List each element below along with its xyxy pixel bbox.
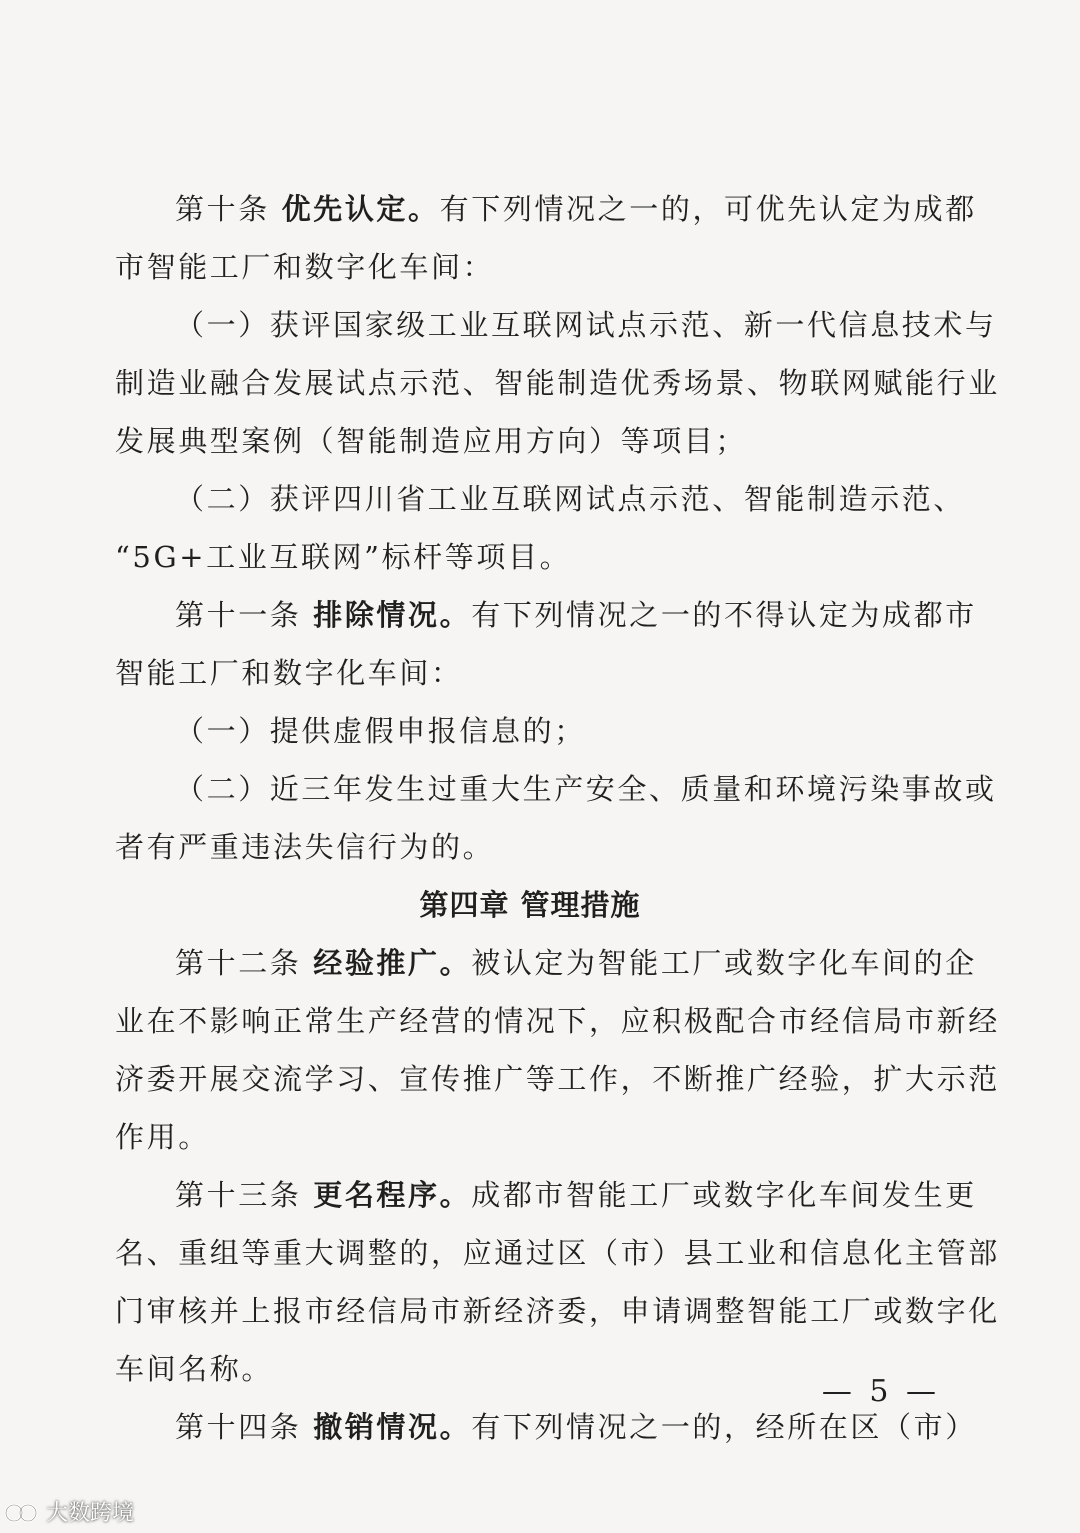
article-10-item-1-line-3: 发展典型案例（智能制造应用方向）等项目；	[115, 424, 748, 458]
article-11-line-2: 智能工厂和数字化车间：	[115, 656, 463, 690]
watermark-text: 大数跨境	[46, 1501, 135, 1526]
article-number: 第十三条	[175, 1178, 314, 1212]
article-14-line-1	[115, 1398, 977, 1456]
article-10-line-2: 市智能工厂和数字化车间：	[115, 250, 495, 284]
article-10-item-2-line-1: （二）获评四川省工业互联网试点示范、智能制造示范、	[175, 482, 966, 516]
article-13-line-1	[115, 1166, 977, 1224]
article-12-line-2: 业在不影响正常生产经营的情况下，应积极配合市经信局市新经	[115, 1004, 1000, 1038]
article-11-item-1: （一）提供虚假申报信息的；	[175, 714, 586, 748]
article-text: 成都市智能工厂或数字化车间发生更	[471, 1178, 977, 1212]
article-13-line-4: 车间名称。	[115, 1352, 274, 1386]
article-number: 第十条	[175, 192, 282, 226]
article-number: 第十二条	[175, 946, 314, 980]
article-13-line-2: 名、重组等重大调整的，应通过区（市）县工业和信息化主管部	[115, 1236, 1000, 1270]
article-text: 被认定为智能工厂或数字化车间的企	[471, 946, 977, 980]
article-text: 有下列情况之一的，可优先认定为成都	[439, 192, 977, 226]
brand-logo-icon	[4, 1499, 40, 1525]
article-13-line-3: 门审核并上报市经信局市新经济委，申请调整智能工厂或数字化	[115, 1294, 1000, 1328]
article-12-line-3: 济委开展交流学习、宣传推广等工作，不断推广经验，扩大示范	[115, 1062, 1000, 1096]
article-10-line-1	[115, 180, 977, 238]
article-heading: 优先认定。	[281, 192, 440, 226]
article-number: 第十一条	[175, 598, 314, 632]
article-number: 第十四条	[175, 1410, 314, 1444]
watermark	[4, 1496, 134, 1527]
article-12-line-1	[115, 934, 977, 992]
article-11-item-2-line-2: 者有严重违法失信行为的。	[115, 830, 495, 864]
article-10-item-1-line-1: （一）获评国家级工业互联网试点示范、新一代信息技术与	[175, 308, 997, 342]
page-number: — 5 —	[821, 1374, 940, 1409]
article-10-item-2-line-2: “5G+工业互联网”标杆等项目。	[115, 540, 572, 574]
article-heading: 撤销情况。	[313, 1410, 472, 1444]
article-11-item-2-line-1: （二）近三年发生过重大生产安全、质量和环境污染事故或	[175, 772, 997, 806]
article-10-item-1-line-2: 制造业融合发展试点示范、智能制造优秀场景、物联网赋能行业	[115, 366, 1000, 400]
article-text: 有下列情况之一的不得认定为成都市	[471, 598, 977, 632]
article-heading: 经验推广。	[313, 946, 472, 980]
body-text	[115, 180, 1000, 1456]
article-12-line-4: 作用。	[115, 1120, 210, 1154]
chapter-heading: 第四章 管理措施	[419, 888, 641, 922]
article-text: 有下列情况之一的，经所在区（市）	[471, 1410, 977, 1444]
article-heading: 排除情况。	[313, 598, 472, 632]
article-heading: 更名程序。	[313, 1178, 472, 1212]
article-11-line-1	[115, 586, 977, 644]
